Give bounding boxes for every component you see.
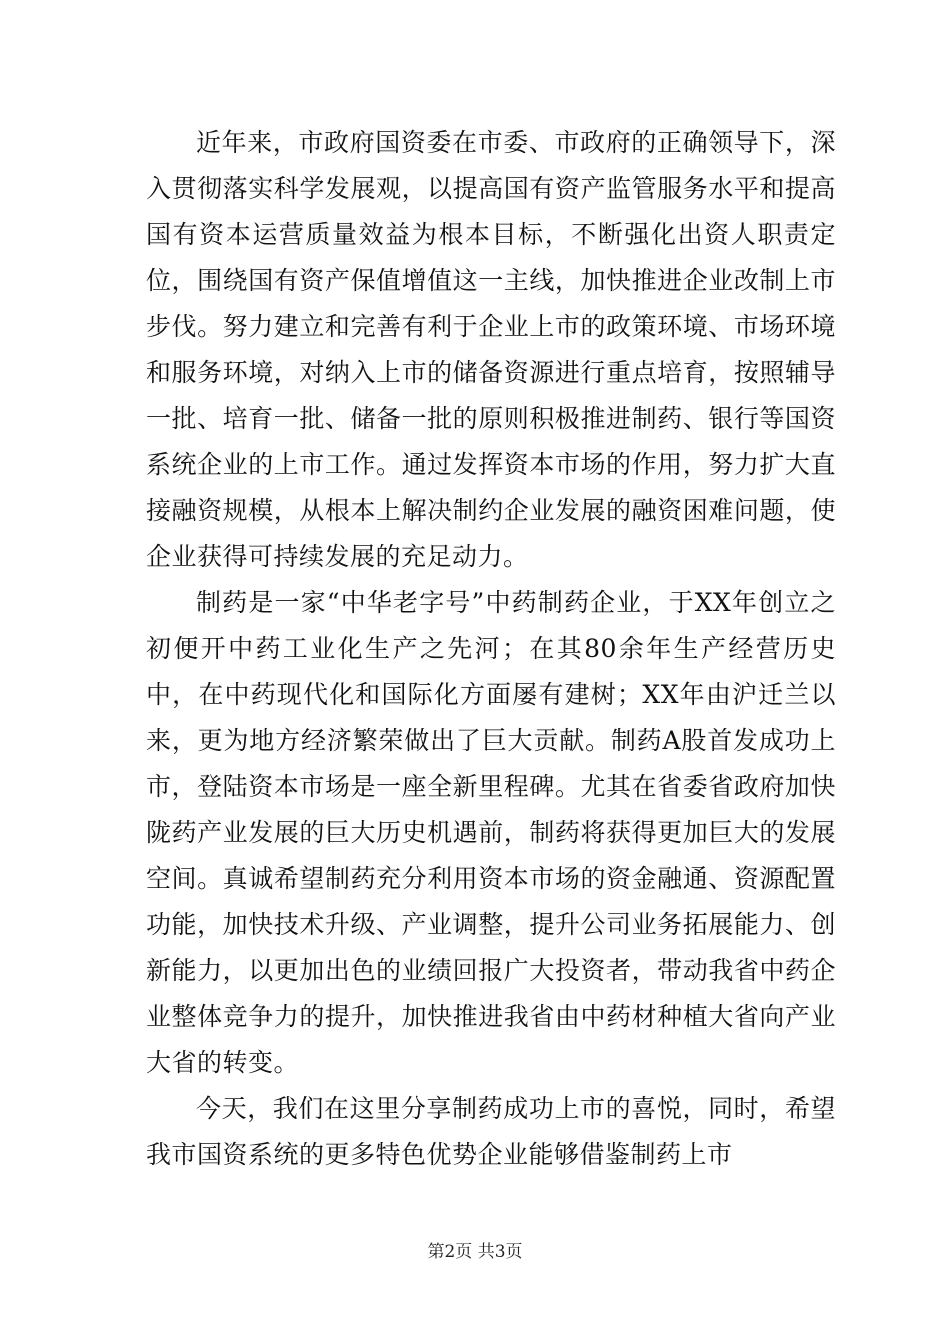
paragraph-2: 制药是一家“中华老字号”中药制药企业，于XX年创立之初便开中药工业化生产之先河；在其80余年生产经营历史中，在中药现代化和国际化方面屡有建树；XX年由沪迁兰以来，更为地方经济繁荣做出了巨大贡献。制药A股首发成功上市，登陆资本市场是一座全新里程碑。尤其在省委省政府加快陇药产业发展的巨大历史机遇前，制药将获得更加巨大的发展空间。真诚希望制药充分利用资本市场的资金融通、资源配置功能，加快技术升级、产业调整，提升公司业务拓展能力、创新能力，以更加出色的业绩回报广大投资者，带动我省中药企业整体竞争力的提升，加快推进我省由中药材种植大省向产业大省的转变。 xyxy=(146,588,836,1077)
body-text xyxy=(146,120,836,1178)
page-number-footer: 第2页 共3页 xyxy=(427,1242,523,1262)
paragraph-1: 近年来，市政府国资委在市委、市政府的正确领导下，深入贯彻落实科学发展观，以提高国有资产监管服务水平和提高国有资本运营质量效益为根本目标，不断强化出资人职责定位，围绕国有资产保值增值这一主线，加快推进企业改制上市步伐。努力建立和完善有利于企业上市的政策环境、市场环境和服务环境，对纳入上市的储备资源进行重点培育，按照辅导一批、培育一批、储备一批的原则积极推进制药、银行等国资系统企业的上市工作。通过发挥资本市场的作用，努力扩大直接融资规模，从根本上解决制约企业发展的融资困难问题，使企业获得可持续发展的充足动力。 xyxy=(146,128,836,571)
paragraph-3: 今天，我们在这里分享制药成功上市的喜悦，同时，希望我市国资系统的更多特色优势企业能够借鉴制药上市 xyxy=(146,1094,836,1169)
